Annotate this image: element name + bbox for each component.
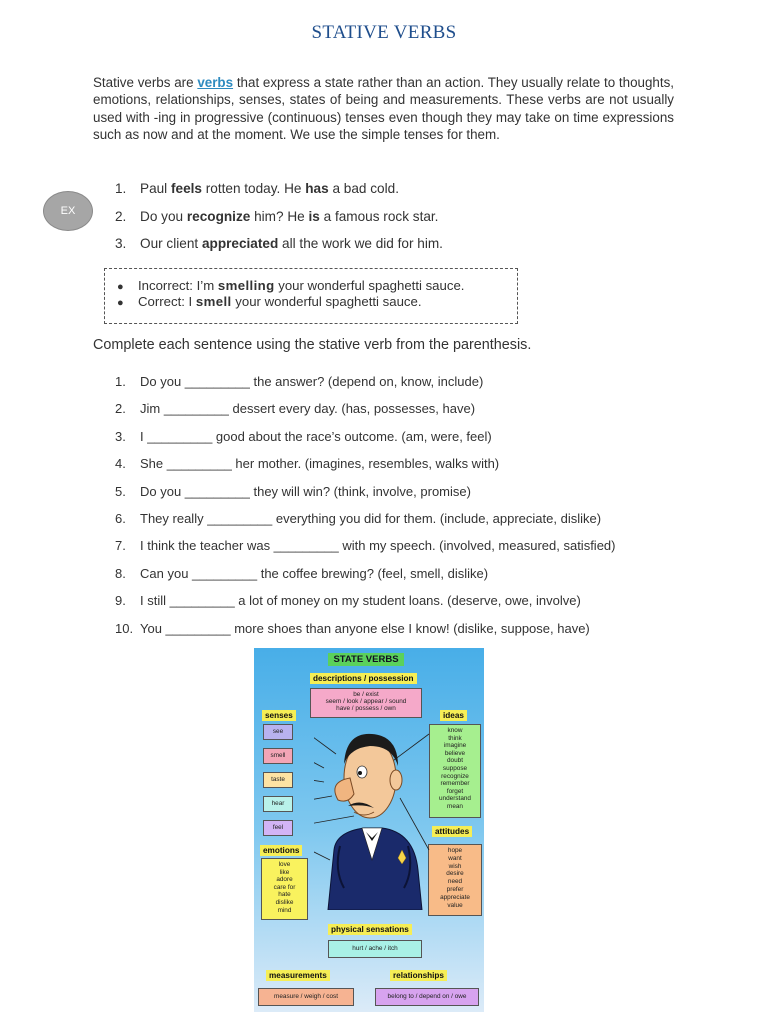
intro-text-before: Stative verbs are [93, 75, 198, 90]
bullet-icon: ● [117, 297, 124, 309]
exercise-item: 7. I think the teacher was _________ with my speech. (involved, measured, satisfied) [115, 538, 616, 554]
example-list [115, 181, 443, 264]
state-verbs-poster [254, 648, 484, 1012]
verbs-link[interactable]: verbs [197, 75, 234, 90]
ideas-box: know think imagine believe doubt suppose recognize remember forget understand mean [429, 724, 481, 818]
example-item: 2. Do you recognize him? He is a famous rock star. [115, 208, 439, 224]
correct-example: ● Correct: I smell your wonderful spaghetti sauce. [117, 294, 422, 309]
measurements-label: measurements [266, 970, 330, 981]
incorrect-example: ● Incorrect: I’m smelling your wonderful spaghetti sauce. [117, 278, 465, 293]
example-item: 3. Our client appreciated all the work we did for him. [115, 236, 443, 251]
page-title: STATIVE VERBS [311, 22, 457, 43]
exercise-item: 9. I still _________ a lot of money on my student loans. (deserve, owe, involve) [115, 593, 581, 609]
exercise-item: 2. Jim _________ dessert every day. (has, possesses, have) [115, 401, 476, 417]
poster-title: STATE VERBS [328, 653, 404, 666]
relationships-label: relationships [390, 970, 447, 981]
exercise-list [115, 374, 615, 648]
exercise-item: 10. You _________ more shoes than anyone else I know! (dislike, suppose, have) [115, 620, 590, 636]
example-number: 2. [115, 208, 127, 224]
example-number: 3. [115, 236, 127, 251]
exercise-item: 4. She _________ her mother. (imagines, resembles, walks with) [115, 456, 500, 472]
sense-see: see [263, 724, 293, 740]
physical-sensations-box: hurt / ache / itch [328, 940, 422, 958]
exercise-item: 1. Do you _________ the answer? (depend on, know, include) [115, 374, 484, 389]
ex-badge: EX [43, 191, 93, 231]
exercise-item: 5. Do you _________ they will win? (think, involve, promise) [115, 483, 471, 499]
sense-hear: hear [263, 796, 293, 812]
attitudes-label: attitudes [432, 826, 472, 837]
attitudes-box: hope want wish desire need prefer appreciate value [428, 844, 482, 916]
bullet-icon: ● [117, 281, 124, 293]
ideas-label: ideas [440, 710, 467, 721]
usage-note-box [104, 268, 518, 324]
exercise-item: 6. They really _________ everything you did for them. (include, appreciate, dislike) [115, 510, 602, 526]
sense-smell: smell [263, 748, 293, 764]
senses-label: senses [262, 710, 296, 721]
example-item: 1. Paul feels rotten today. He has a bad cold. [115, 181, 399, 196]
emotions-box: love like adore care for hate dislike mind [261, 858, 308, 920]
exercise-instruction: Complete each sentence using the stative verb from the parenthesis. [93, 337, 532, 353]
descriptions-label: descriptions / possession [310, 673, 417, 684]
descriptions-box: be / exist seem / look / appear / sound have / possess / own [310, 688, 422, 718]
exercise-item: 3. I _________ good about the race’s outcome. (am, were, feel) [115, 428, 492, 444]
intro-paragraph [93, 74, 674, 143]
intro-text-after: that express a state rather than an action. They usually relate to thoughts, emotions, relationships, senses, states of being and measurements. These verbs are not usually used with -ing in progressive (continuous) tenses even though they may take on time expressions such as now and at the moment. We use the simple tenses for them. [93, 75, 675, 142]
emotions-label: emotions [260, 845, 302, 856]
man-illustration [314, 720, 434, 910]
relationships-box: belong to / depend on / owe [375, 988, 479, 1006]
measurements-box: measure / weigh / cost [258, 988, 354, 1006]
example-number: 1. [115, 181, 127, 196]
man-figure [314, 720, 434, 915]
sense-feel: feel [263, 820, 293, 836]
exercise-item: 8. Can you _________ the coffee brewing? (feel, smell, dislike) [115, 565, 489, 581]
physical-sensations-label: physical sensations [328, 924, 412, 935]
sense-taste: taste [263, 772, 293, 788]
